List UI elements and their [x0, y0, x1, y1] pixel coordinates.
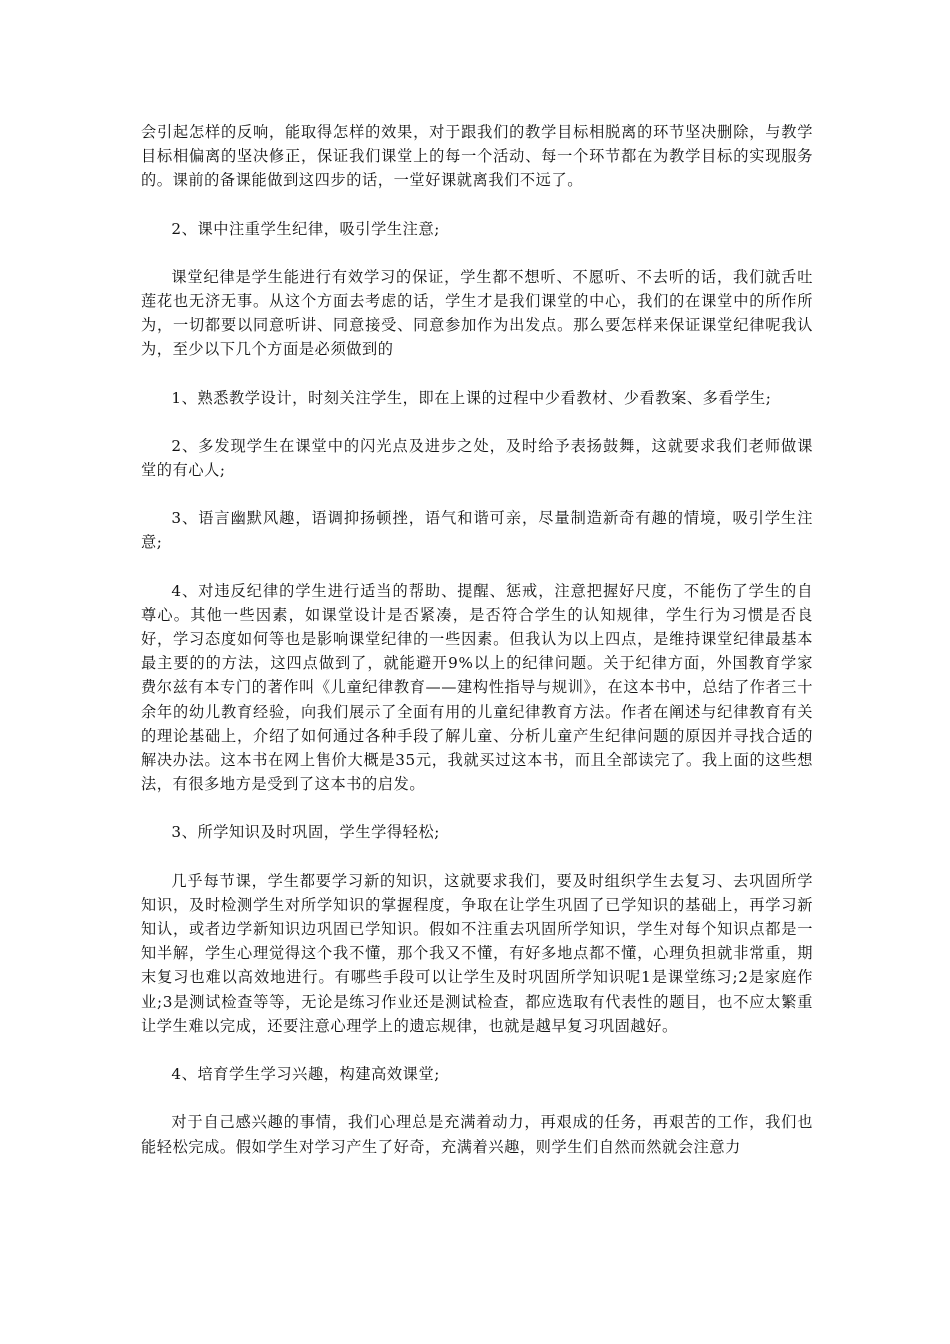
list-item-1: 1、熟悉教学设计，时刻关注学生，即在上课的过程中少看教材、少看教案、多看学生;: [171, 388, 772, 407]
document-page: [141, 120, 813, 1159]
section-heading-interest: 4、培育学生学习兴趣，构建高效课堂;: [171, 1065, 440, 1084]
paragraph-continuation: 会引起怎样的反响，能取得怎样的效果，对于跟我们的教学目标相脱离的环节坚决删除，与教学目标相偏离的坚决修正，保证我们课堂上的每一个活动、每一个环节都在为教学目标的实现服务的。课前的备课能做到这四步的话，一堂好课就离我们不远了。: [141, 123, 813, 190]
list-item-2: 2、多发现学生在课堂中的闪光点及进步之处，及时给予表扬鼓舞，这就要求我们老师做课堂的有心人;: [141, 436, 813, 480]
paragraph-consolidation: 几乎每节课，学生都要学习新的知识，这就要求我们，要及时组织学生去复习、去巩固所学知识，及时检测学生对所学知识的掌握程度，争取在让学生巩固了已学知识的基础上，再学习新知认，或者边学新知识边巩固已学知识。假如不注重去巩固所学知识，学生对每个知识点都是一知半解，学生心理觉得这个我不懂，那个我又不懂，有好多地点都不懂，心理负担就非常重，期末复习也难以高效地进行。有哪些手段可以让学生及时巩固所学知识呢1是课堂练习;2是家庭作业;3是测试检查等等，无论是练习作业还是测试检查，都应选取有代表性的题目，也不应太繁重让学生难以完成，还要注意心理学上的遗忘规律，也就是越早复习巩固越好。: [141, 871, 813, 1035]
section-heading-discipline: 2、课中注重学生纪律，吸引学生注意;: [171, 219, 440, 238]
paragraph-interest: 对于自己感兴趣的事情，我们心理总是充满着动力，再艰成的任务，再艰苦的工作，我们也能轻松完成。假如学生对学习产生了好奇，充满着兴趣，则学生们自然而然就会注意力: [141, 1113, 813, 1156]
section-heading-consolidation: 3、所学知识及时巩固，学生学得轻松;: [171, 823, 440, 842]
list-item-3: 3、语言幽默风趣，语调抑扬顿挫，语气和谐可亲，尽量制造新奇有趣的情境，吸引学生注意;: [141, 509, 813, 552]
list-item-4: 4、对违反纪律的学生进行适当的帮助、提醒、惩戒，注意把握好尺度，不能伤了学生的自尊心。其他一些因素，如课堂设计是否紧凑，是否符合学生的认知规律，学生行为习惯是否良好，学习态度如何等也是影响课堂纪律的一些因素。但我认为以上四点，是维持课堂纪律最基本最主要的的方法，这四点做到了，就能避开9%以上的纪律问题。关于纪律方面，外国教育学家费尔兹有本专门的著作叫《儿童纪律教育——建构性指导与规训》，在这本书中，总结了作者三十余年的幼儿教育经验，向我们展示了全面有用的儿童纪律教育方法。作者在阐述与纪律教育有关的理论基础上，介绍了如何通过各种手段了解儿童、分析儿童产生纪律问题的原因并寻找合适的解决办法。这本书在网上售价大概是35元，我就买过这本书，而且全部读完了。我上面的这些想法，有很多地方是受到了这本书的启发。: [141, 581, 813, 794]
paragraph-discipline-intro: 课堂纪律是学生能进行有效学习的保证，学生都不想听、不愿听、不去听的话，我们就舌吐莲花也无济无事。从这个方面去考虑的话，学生才是我们课堂的中心，我们的在课堂中的所作所为，一切都要以同意听讲、同意接受、同意参加作为出发点。那么要怎样来保证课堂纪律呢我认为，至少以下几个方面是必须做到的: [141, 267, 813, 359]
